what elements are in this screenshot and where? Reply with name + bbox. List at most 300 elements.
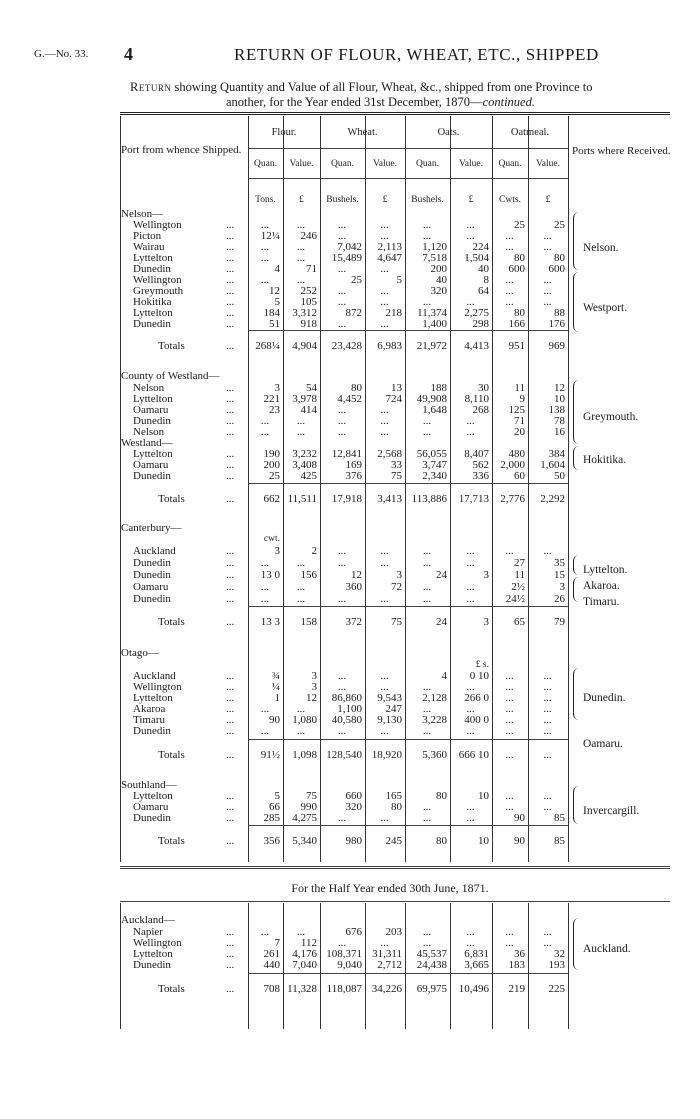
table-cell: 1,504: [464, 252, 489, 264]
received-port: Westport.: [583, 302, 628, 314]
region-label: County of Westland—: [121, 370, 220, 382]
table-cell: 600: [548, 263, 565, 275]
totals-cell: 11,511: [287, 493, 317, 505]
table-cell: ...: [296, 725, 306, 737]
port-label: Dunedin: [133, 725, 171, 737]
totals-cell: 17,713: [458, 493, 489, 505]
table-cell: ...: [422, 937, 432, 949]
totals-cell: 5,360: [422, 749, 447, 761]
table-cell: 9,040: [337, 959, 362, 971]
section-rule-double: [120, 868, 670, 869]
table-cell: 7,042: [337, 241, 362, 253]
table-cell: 188: [430, 382, 447, 394]
table-cell: 4,647: [377, 252, 402, 264]
table-cell: ...: [543, 714, 552, 726]
table-cell: 2,113: [377, 241, 402, 253]
totals-cell: 24: [436, 616, 447, 628]
table-subtitle: [130, 80, 670, 110]
totals-label: Totals: [158, 493, 185, 505]
table-cell: 30: [478, 382, 489, 394]
totals-cell: 13 3: [260, 616, 280, 628]
table-cell: 247: [385, 703, 402, 715]
leader-dots: ...: [226, 801, 235, 813]
col-group-header: Oatmeal.: [510, 127, 550, 138]
column-divider: [365, 116, 366, 862]
col-subheader: Value.: [535, 159, 560, 169]
table-cell: 918: [300, 318, 317, 330]
table-cell: ...: [296, 252, 306, 264]
column-divider: [320, 116, 321, 862]
port-label: Wellington: [133, 219, 182, 231]
table-cell: 72: [391, 581, 402, 593]
totals-cell: 90: [514, 835, 525, 847]
col-subheader: Value.: [458, 159, 483, 169]
table-cell: 5: [274, 296, 280, 308]
table-cell: 2½: [511, 581, 525, 593]
totals-rule: [248, 483, 568, 484]
table-cell: ...: [337, 219, 347, 231]
table-cell: 5: [396, 274, 402, 286]
port-label: Dunedin: [133, 569, 171, 581]
table-cell: ...: [422, 557, 432, 569]
document-number: G.—No. 33.: [34, 48, 89, 60]
totals-cell: 85: [554, 835, 565, 847]
leader-dots: ...: [226, 241, 235, 253]
table-cell: 440: [263, 959, 280, 971]
totals-cell: 2,292: [540, 493, 565, 505]
group-header-rule: [248, 148, 568, 149]
table-cell: 50: [554, 470, 565, 482]
table-cell: ...: [422, 415, 432, 427]
table-cell: 218: [385, 307, 402, 319]
table-cell: 414: [300, 404, 317, 416]
totals-cell: 951: [508, 340, 525, 352]
table-cell: 64: [478, 285, 489, 297]
page-title: RETURN OF FLOUR, WHEAT, ETC., SHIPPED: [234, 45, 599, 64]
table-cell: 25: [554, 219, 565, 231]
received-port: Hokitika.: [583, 454, 627, 466]
col-group-header: Oats.: [437, 127, 460, 138]
table-cell: ...: [505, 230, 514, 242]
table-cell: 12¼: [260, 230, 280, 242]
table-cell: ...: [380, 937, 389, 949]
totals-cell: 4,904: [292, 340, 317, 352]
table-cell: ...: [466, 703, 475, 715]
table-cell: 45,537: [416, 948, 447, 960]
table-cell: 165: [385, 790, 402, 802]
table-cell: 35: [554, 557, 565, 569]
table-cell: ...: [422, 581, 432, 593]
totals-cell: 225: [548, 983, 565, 995]
column-divider: [492, 116, 493, 862]
leader-dots: ...: [226, 426, 235, 438]
table-cell: ...: [543, 801, 552, 813]
leader-dots: ...: [226, 557, 235, 569]
table-cell: ...: [296, 415, 306, 427]
leader-dots: ...: [226, 812, 235, 824]
table-cell: ...: [543, 670, 552, 682]
col-subheader: Quan.: [331, 159, 354, 169]
col-subheader: Value.: [289, 159, 314, 169]
table-cell: 360: [345, 581, 362, 593]
table-cell: ...: [543, 725, 552, 737]
leader-dots: ...: [226, 983, 235, 995]
table-cell: 3: [311, 681, 317, 693]
table-cell: ...: [466, 681, 475, 693]
region-label: Westland—: [121, 437, 173, 449]
port-label: Nelson: [133, 426, 165, 438]
leader-dots: ...: [226, 230, 235, 242]
table-cell: 13 0: [260, 569, 280, 581]
port-label: Lyttelton: [133, 448, 173, 460]
col-subheader: Quan.: [416, 159, 439, 169]
table-cell: ...: [260, 557, 270, 569]
table-cell: 3: [396, 569, 402, 581]
table-cell: 54: [306, 382, 317, 394]
table-cell: 200: [263, 459, 280, 471]
region-label: Southland—: [121, 779, 177, 791]
table-cell: 23: [269, 404, 280, 416]
table-cell: ...: [543, 926, 552, 938]
port-label: Timaru: [133, 714, 165, 726]
table-cell: ...: [505, 714, 514, 726]
port-label: Dunedin: [133, 415, 171, 427]
table-cell: 3,232: [292, 448, 317, 460]
table-cell: 7,040: [292, 959, 317, 971]
table-cell: 1,400: [422, 318, 447, 330]
table-cell: ...: [380, 318, 389, 330]
table-cell: 12: [351, 569, 362, 581]
table-cell: 8,407: [464, 448, 489, 460]
table-cell: 51: [269, 318, 280, 330]
table-cell: 660: [345, 790, 362, 802]
table-cell: ...: [260, 926, 270, 938]
table-cell: ...: [543, 230, 552, 242]
table-cell: 24,438: [416, 959, 447, 971]
table-cell: 190: [263, 448, 280, 460]
table-cell: 193: [548, 959, 565, 971]
table-cell: ...: [260, 725, 270, 737]
port-label: Lyttelton: [133, 790, 173, 802]
table-cell: ...: [260, 426, 270, 438]
table-cell: ...: [380, 725, 389, 737]
column-divider: [528, 116, 529, 862]
port-label: Oamaru: [133, 459, 169, 471]
leader-dots: ...: [226, 670, 235, 682]
table-cell: 0 10: [469, 670, 489, 682]
port-label: Wellington: [133, 681, 182, 693]
table-cell: ...: [422, 426, 432, 438]
table-cell: 8: [483, 274, 489, 286]
brace-line: [573, 786, 581, 824]
table-cell: 246: [300, 230, 317, 242]
table-cell: 20: [514, 426, 525, 438]
table-cell: 86,860: [331, 692, 362, 704]
received-port: Greymouth.: [583, 411, 639, 423]
column-divider: [283, 903, 284, 1029]
totals-cell: 4,413: [464, 340, 489, 352]
port-label: Auckland: [133, 670, 176, 682]
table-cell: ...: [337, 230, 347, 242]
table-cell: 268: [472, 404, 489, 416]
table-cell: 200: [430, 263, 447, 275]
leader-dots: ...: [226, 714, 235, 726]
table-cell: ...: [296, 926, 306, 938]
leader-dots: ...: [226, 252, 235, 264]
table-cell: ...: [466, 593, 475, 605]
table-cell: 1,100: [337, 703, 362, 715]
column-divider: [405, 116, 406, 862]
table-cell: 12: [554, 382, 565, 394]
table-cell: 3: [483, 569, 489, 581]
brace-line: [573, 555, 581, 575]
table-cell: 4,176: [292, 948, 317, 960]
table-cell: 1,604: [540, 459, 565, 471]
col-unit: Bushels.: [326, 195, 359, 205]
table-cell: 600: [508, 263, 525, 275]
table-cell: 2,000: [500, 459, 525, 471]
table-cell: 2,568: [377, 448, 402, 460]
totals-cell: 23,428: [331, 340, 362, 352]
table-cell: 80: [436, 790, 447, 802]
table-cell: 40: [436, 274, 447, 286]
table-cell: ...: [337, 557, 347, 569]
table-cell: ...: [337, 263, 347, 275]
table-cell: ...: [380, 263, 389, 275]
table-cell: 80: [391, 801, 402, 813]
totals-cell: 6,983: [377, 340, 402, 352]
table-cell: ...: [260, 252, 270, 264]
table-cell: ...: [466, 426, 475, 438]
region-label: Canterbury—: [121, 522, 182, 534]
totals-cell: 268¼: [255, 340, 280, 352]
col-subheader: Quan.: [254, 159, 277, 169]
table-cell: ...: [337, 404, 347, 416]
subtitle-line1: showing Quantity and Value of all Flour, Wheat, &c., shipped from one Province to: [171, 80, 593, 94]
table-cell: 1: [274, 692, 280, 704]
table-cell: 40,580: [331, 714, 362, 726]
table-cell: 12: [306, 692, 317, 704]
table-cell: 80: [351, 382, 362, 394]
table-cell: ...: [296, 274, 306, 286]
col-subheader: Quan.: [498, 159, 522, 169]
table-cell: 25: [514, 219, 525, 231]
table-cell: ...: [380, 285, 389, 297]
table-cell: 2,128: [422, 692, 447, 704]
table-cell: 75: [391, 470, 402, 482]
port-label: Lyttelton: [133, 252, 173, 264]
totals-cell: ...: [543, 749, 552, 761]
totals-cell: 662: [263, 493, 280, 505]
leader-dots: ...: [226, 703, 235, 715]
totals-cell: ...: [505, 749, 514, 761]
totals-cell: 65: [514, 616, 525, 628]
leader-dots: ...: [226, 725, 235, 737]
col-unit: Cwts.: [499, 195, 521, 205]
table-cell: 1,648: [422, 404, 447, 416]
table-cell: ...: [422, 593, 432, 605]
port-label: Dunedin: [133, 470, 171, 482]
brace-line: [573, 446, 581, 470]
table-cell: 32: [554, 948, 565, 960]
col-unit: £: [468, 195, 474, 205]
table-cell: 66: [269, 801, 280, 813]
table-cell: ...: [337, 812, 347, 824]
table-top-rule-double: [120, 114, 670, 115]
table-cell: ...: [337, 593, 347, 605]
table-cell: 8,110: [464, 393, 489, 405]
col-port-from: Port from whence Shipped.: [121, 144, 242, 156]
leader-dots: ...: [226, 616, 235, 628]
table-cell: ...: [422, 926, 432, 938]
subtitle-continued: continued.: [482, 95, 535, 109]
table-cell: 298: [472, 318, 489, 330]
table-cell: ...: [505, 285, 514, 297]
table-cell: 40: [478, 263, 489, 275]
table-cell: ...: [505, 545, 514, 557]
leader-dots: ...: [226, 937, 235, 949]
table-cell: ...: [505, 790, 514, 802]
table-cell: ...: [505, 274, 514, 286]
table-cell: ...: [296, 219, 306, 231]
table-cell: 3,747: [422, 459, 447, 471]
leader-dots: ...: [226, 681, 235, 693]
table-cell: ...: [380, 426, 389, 438]
leader-dots: ...: [226, 340, 235, 352]
port-label: Picton: [133, 230, 162, 242]
table-cell: ...: [505, 937, 514, 949]
table-cell: ...: [543, 692, 552, 704]
table-cell: 27: [514, 557, 525, 569]
leader-dots: ...: [226, 263, 235, 275]
table-cell: 24: [436, 569, 447, 581]
table-cell: ...: [296, 703, 306, 715]
table-cell: ...: [296, 241, 306, 253]
totals-cell: 18,920: [371, 749, 402, 761]
table-cell: 1,080: [292, 714, 317, 726]
totals-cell: 708: [263, 983, 280, 995]
unit-annotation: cwt.: [263, 534, 280, 544]
column-divider: [528, 903, 529, 1029]
table-cell: 11: [514, 382, 525, 394]
totals-cell: 158: [300, 616, 317, 628]
table-cell: ...: [505, 801, 514, 813]
leader-dots: ...: [226, 318, 235, 330]
table-cell: ...: [260, 593, 270, 605]
leader-dots: ...: [226, 459, 235, 471]
col-unit: £: [299, 195, 304, 205]
totals-cell: 356: [263, 835, 280, 847]
table-cell: ...: [466, 230, 475, 242]
col-unit: Tons.: [255, 195, 276, 205]
table-cell: 36: [514, 948, 525, 960]
brace-line: [573, 577, 581, 602]
table-cell: 71: [514, 415, 525, 427]
table-cell: 26: [554, 593, 565, 605]
col-subheader: Value.: [372, 159, 397, 169]
table-cell: ...: [466, 801, 475, 813]
table-cell: ...: [380, 219, 389, 231]
table-cell: ...: [337, 318, 347, 330]
totals-cell: 2,776: [500, 493, 525, 505]
table-cell: ...: [543, 703, 552, 715]
table-cell: 3,408: [292, 459, 317, 471]
table-cell: ...: [543, 241, 552, 253]
column-divider: [120, 116, 121, 862]
table-cell: 166: [508, 318, 525, 330]
table-cell: ...: [380, 812, 389, 824]
totals-cell: 21,972: [416, 340, 447, 352]
page-number: 4: [124, 44, 133, 64]
table-cell: ...: [505, 692, 514, 704]
table-cell: ...: [260, 241, 270, 253]
table-cell: ...: [505, 926, 514, 938]
table-cell: ...: [422, 703, 432, 715]
table-cell: ...: [505, 296, 514, 308]
totals-cell: 372: [345, 616, 362, 628]
table-cell: 266 0: [464, 692, 489, 704]
table-cell: 3,978: [292, 393, 317, 405]
col-unit: £: [382, 195, 388, 205]
table-cell: 9,130: [377, 714, 402, 726]
table-cell: 990: [300, 801, 317, 813]
subtitle-lead: Return: [130, 80, 172, 94]
table-cell: ...: [543, 790, 552, 802]
totals-rule: [248, 739, 568, 740]
col-group-header: Wheat.: [347, 127, 378, 138]
received-port: Akaroa.: [583, 580, 620, 592]
totals-cell: 11,328: [287, 983, 317, 995]
table-cell: ...: [505, 703, 514, 715]
table-cell: 320: [430, 285, 447, 297]
table-top-rule: [120, 112, 670, 113]
table-cell: 224: [472, 241, 489, 253]
port-label: Napier: [133, 926, 163, 938]
table-cell: 15,489: [331, 252, 362, 264]
table-cell: 25: [269, 470, 280, 482]
table-cell: ...: [337, 285, 347, 297]
table-cell: 320: [345, 801, 362, 813]
table-cell: ...: [466, 557, 475, 569]
table-cell: 1,120: [422, 241, 447, 253]
table-cell: 384: [548, 448, 565, 460]
table-cell: 13: [391, 382, 402, 394]
table-cell: ...: [296, 426, 306, 438]
table-cell: ...: [380, 593, 389, 605]
table-cell: 3: [311, 670, 317, 682]
table-cell: 85: [554, 812, 565, 824]
half-year-rule: [120, 901, 670, 902]
section-rule: [120, 866, 670, 867]
table-cell: 3,665: [464, 959, 489, 971]
table-cell: 80: [554, 252, 565, 264]
leader-dots: ...: [226, 790, 235, 802]
leader-dots: ...: [226, 493, 235, 505]
received-port: Dunedin.: [583, 692, 626, 704]
table-cell: 4,275: [292, 812, 317, 824]
table-cell: 4: [441, 670, 447, 682]
table-cell: 31,311: [372, 948, 402, 960]
totals-rule: [248, 973, 568, 974]
table-cell: ...: [380, 296, 389, 308]
table-cell: ...: [466, 219, 475, 231]
table-cell: ...: [466, 545, 475, 557]
table-cell: 376: [345, 470, 362, 482]
table-cell: 25: [351, 274, 362, 286]
table-cell: 12: [269, 285, 280, 297]
table-cell: 3: [274, 382, 280, 394]
port-label: Dunedin: [133, 959, 171, 971]
